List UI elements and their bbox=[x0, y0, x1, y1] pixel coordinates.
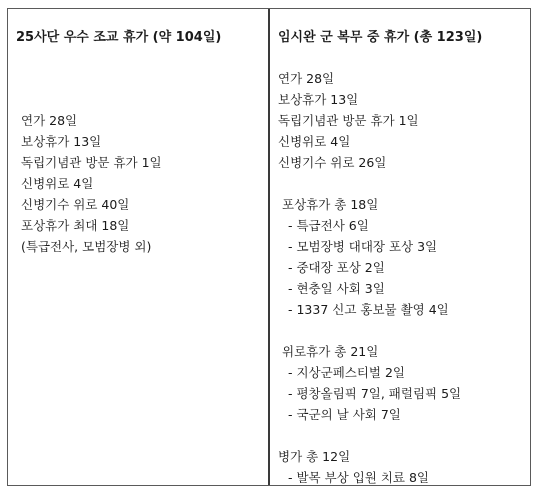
reward-leave-item: - 모범장병 대대장 포상 3일 bbox=[288, 239, 438, 254]
reward-leave-item: - 특급전사 6일 bbox=[288, 218, 369, 233]
right-item: 신병기수 위로 26일 bbox=[278, 155, 387, 170]
sick-leave-title: 병가 총 12일 bbox=[278, 449, 351, 464]
left-item: 독립기념관 방문 휴가 1일 bbox=[21, 155, 162, 170]
left-column bbox=[8, 9, 270, 485]
right-item: 보상휴가 13일 bbox=[278, 92, 359, 107]
reward-leave-item: - 1337 신고 홍보물 촬영 4일 bbox=[288, 302, 449, 317]
left-item: 신병위로 4일 bbox=[21, 176, 94, 191]
comfort-leave-title: 위로휴가 총 21일 bbox=[282, 344, 379, 359]
comfort-leave-item: - 평창올림픽 7일, 패럴림픽 5일 bbox=[288, 386, 462, 401]
left-item: 연가 28일 bbox=[21, 113, 78, 128]
reward-leave-item: - 현충일 사회 3일 bbox=[288, 281, 385, 296]
right-item: 연가 28일 bbox=[278, 71, 335, 86]
reward-leave-item: - 중대장 포상 2일 bbox=[288, 260, 385, 275]
left-item: 보상휴가 13일 bbox=[21, 134, 102, 149]
left-header: 25사단 우수 조교 휴가 (약 104일) bbox=[16, 30, 222, 45]
right-item: 신병위로 4일 bbox=[278, 134, 351, 149]
right-header: 임시완 군 복무 중 휴가 (총 123일) bbox=[278, 30, 483, 45]
left-item: 신병기수 위로 40일 bbox=[21, 197, 130, 212]
left-item: 포상휴가 최대 18일 bbox=[21, 218, 130, 233]
leave-comparison-table bbox=[7, 8, 531, 486]
reward-leave-title: 포상휴가 총 18일 bbox=[282, 197, 379, 212]
sick-leave-item: - 발목 부상 입원 치료 8일 bbox=[288, 470, 430, 485]
right-column bbox=[270, 9, 530, 485]
comfort-leave-item: - 국군의 날 사회 7일 bbox=[288, 407, 401, 422]
left-item: (특급전사, 모범장병 외) bbox=[21, 239, 152, 254]
right-item: 독립기념관 방문 휴가 1일 bbox=[278, 113, 419, 128]
comfort-leave-item: - 지상군페스티벌 2일 bbox=[288, 365, 406, 380]
